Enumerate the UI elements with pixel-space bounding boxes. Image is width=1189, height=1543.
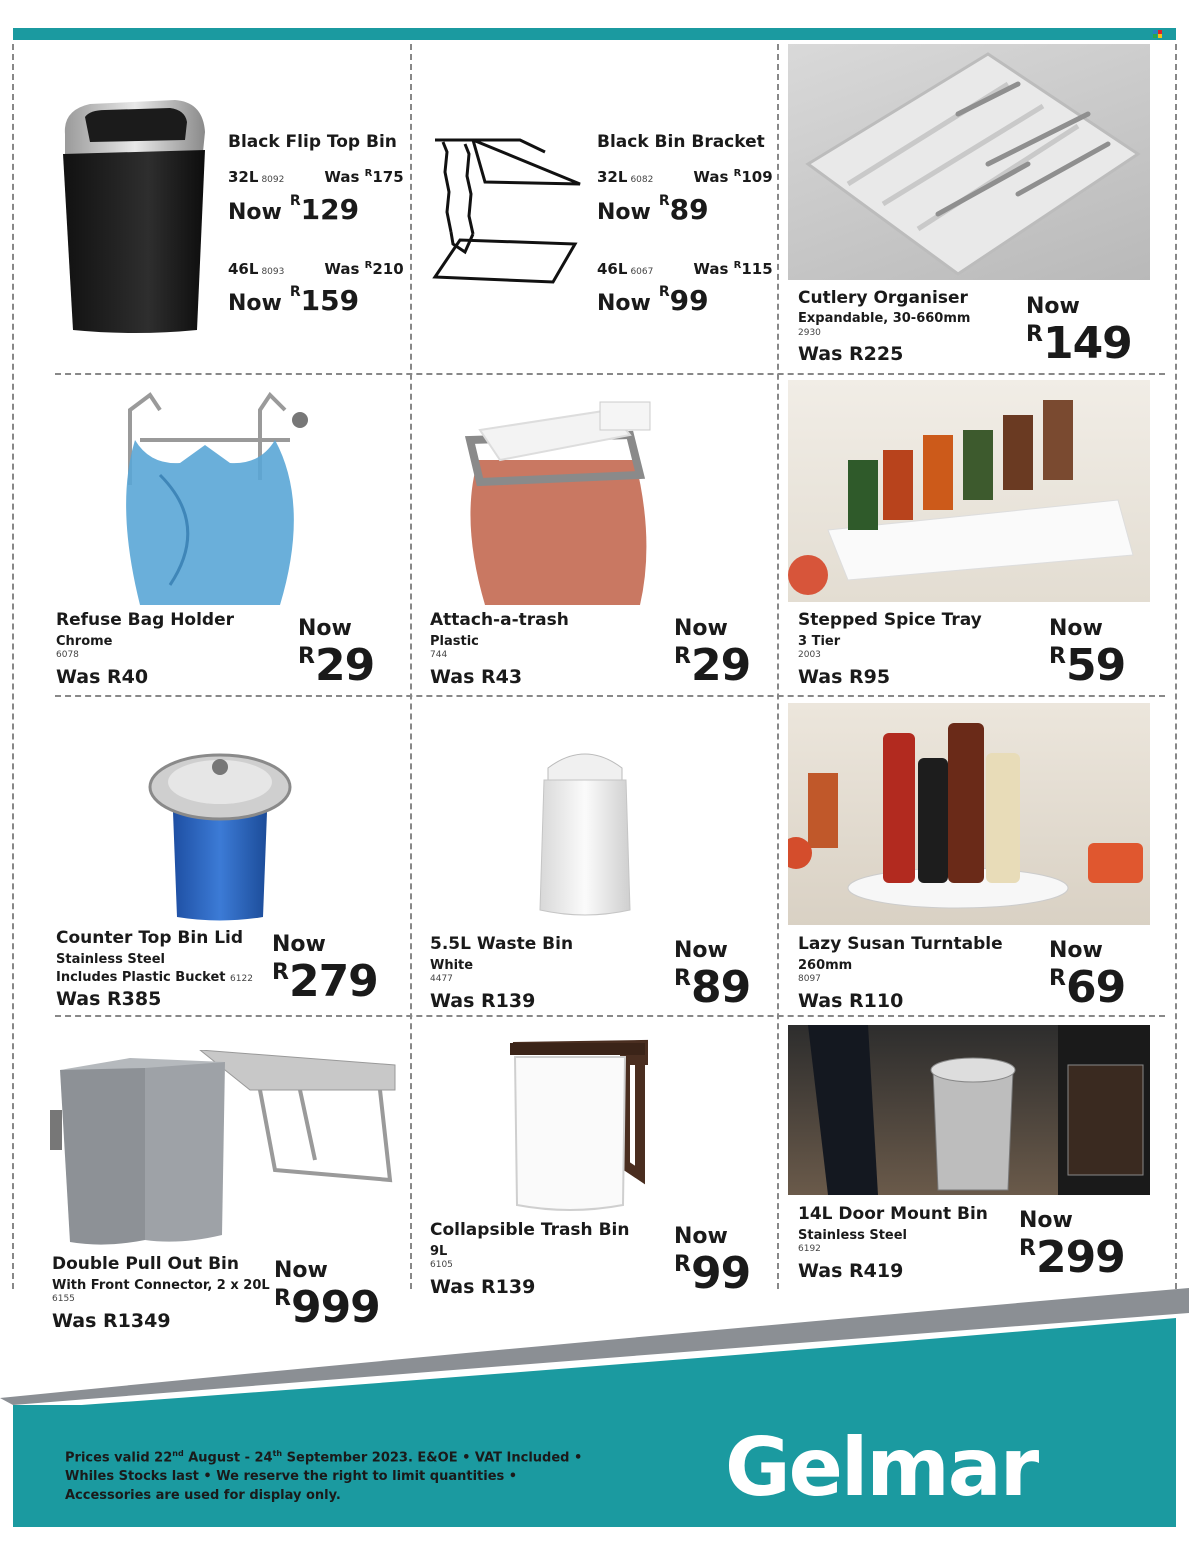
flip-bin-46l-now: Now	[228, 291, 282, 316]
divider-horizontal-3	[55, 1015, 1165, 1017]
bracket-46l-now-line	[597, 284, 709, 317]
waste-code: 4477	[430, 974, 453, 984]
footer-swoosh	[0, 1288, 1189, 1418]
bracket-46l-currency: R	[733, 260, 742, 271]
bracket-32l-currency: R	[733, 168, 742, 179]
footer-line1-c: September 2023. E&OE • VAT Included •	[282, 1450, 583, 1466]
footer-line1-sup2: th	[272, 1449, 283, 1458]
bracket-32l-now-line	[597, 193, 709, 226]
door-was: Was R419	[798, 1260, 904, 1282]
door-price: 299	[1035, 1232, 1125, 1283]
flip-bin-46l-was-price: 210	[372, 260, 404, 278]
double-spec: With Front Connector, 2 x 20L	[52, 1278, 270, 1293]
flip-bin-46l-currency: R	[364, 260, 373, 271]
double-bin-image	[50, 1050, 400, 1250]
cutlery-was: Was R225	[798, 343, 904, 365]
divider-horizontal-2	[55, 695, 1165, 697]
counter-bin-image	[145, 742, 295, 924]
collapsible-now: Now	[674, 1224, 728, 1249]
double-was: Was R1349	[52, 1310, 171, 1332]
spice-now: Now	[1049, 616, 1103, 641]
door-bin-icon	[788, 1025, 1150, 1195]
bracket-32l-line	[597, 168, 773, 186]
lazy-price: 69	[1065, 962, 1126, 1013]
footer-line-3: Accessories are used for display only.	[65, 1488, 341, 1504]
flip-bin-32l-code: 8092	[261, 175, 285, 185]
cutlery-organiser-photo	[788, 44, 1150, 280]
bracket-46l-now: Now	[597, 291, 651, 316]
cutlery-name: Cutlery Organiser	[798, 288, 968, 308]
door-currency: R	[1019, 1236, 1035, 1261]
waste-bin-image	[530, 740, 640, 920]
spice-tray-photo	[788, 380, 1150, 602]
attach-price: 29	[690, 640, 751, 691]
bracket-46l-now-price: 99	[669, 284, 709, 317]
collapsible-code: 6105	[430, 1260, 453, 1270]
divider-vertical-right	[1175, 44, 1177, 1289]
flip-bin-32l-now-price: 129	[300, 193, 360, 226]
footer-line1-b: August - 24	[183, 1450, 273, 1466]
flip-bin-46l-now-line	[228, 284, 359, 317]
refuse-currency: R	[298, 644, 314, 669]
flip-bin-32l-was-price: 175	[372, 168, 404, 186]
attach-a-trash-image	[440, 400, 660, 605]
refuse-price-line	[298, 640, 375, 691]
bracket-32l-now-price: 89	[669, 193, 709, 226]
bracket-32l-was-price: 109	[741, 168, 773, 186]
footer-line-1	[65, 1444, 582, 1467]
divider-horizontal-1	[55, 373, 1165, 375]
double-name: Double Pull Out Bin	[52, 1254, 239, 1274]
divider-vertical-2	[777, 44, 779, 1289]
gelmar-logo: Gelmar	[725, 1421, 1038, 1514]
bracket-46l-was: Was	[693, 260, 729, 278]
refuse-code: 6078	[56, 650, 79, 660]
bracket-46l-was-price: 115	[741, 260, 773, 278]
cutlery-now: Now	[1026, 294, 1080, 319]
bracket-46l-code: 6067	[630, 267, 654, 277]
flip-bin-32l-now-line	[228, 193, 359, 226]
bracket-46l-now-currency: R	[658, 284, 670, 300]
footer-line1-sup1: nd	[172, 1449, 184, 1458]
attach-code: 744	[430, 650, 448, 660]
counter-code: 6122	[230, 974, 253, 984]
door-spec: Stainless Steel	[798, 1228, 908, 1243]
waste-price: 89	[690, 962, 751, 1013]
lazy-susan-photo	[788, 703, 1150, 925]
top-teal-bar	[13, 28, 1176, 40]
counter-was: Was R385	[56, 988, 162, 1010]
refuse-name: Refuse Bag Holder	[56, 610, 235, 630]
spice-spec: 3 Tier	[798, 634, 841, 649]
refuse-spec: Chrome	[56, 634, 113, 649]
footer-line-2: Whiles Stocks last • We reserve the right to limit quantities •	[65, 1469, 518, 1485]
collapsible-name: Collapsible Trash Bin	[430, 1220, 630, 1240]
counter-currency: R	[272, 960, 288, 985]
collapsible-bin-image	[505, 1035, 650, 1215]
collapsible-currency: R	[674, 1252, 690, 1277]
lazy-now: Now	[1049, 938, 1103, 963]
cutlery-price-line	[1026, 318, 1132, 369]
flip-bin-32l-size: 32L	[228, 168, 259, 186]
door-code: 6192	[798, 1244, 821, 1254]
door-now: Now	[1019, 1208, 1073, 1233]
footer-terms	[65, 1444, 582, 1505]
waste-was: Was R139	[430, 990, 536, 1012]
door-price-line	[1019, 1232, 1125, 1283]
refuse-bag-holder-image	[110, 385, 340, 605]
corner-mark-icon	[1153, 30, 1163, 38]
collapsible-spec: 9L	[430, 1244, 448, 1259]
cutlery-code: 2930	[798, 328, 821, 338]
bracket-32l-now: Now	[597, 200, 651, 225]
waste-currency: R	[674, 966, 690, 991]
flip-bin-32l-line	[228, 168, 404, 186]
waste-now: Now	[674, 938, 728, 963]
bottles-icon	[788, 703, 1150, 925]
collapsible-was: Was R139	[430, 1276, 536, 1298]
spice-code: 2003	[798, 650, 821, 660]
flip-bin-32l-currency: R	[364, 168, 373, 179]
refuse-price: 29	[314, 640, 375, 691]
counter-spec-2	[56, 970, 253, 985]
spice-currency: R	[1049, 644, 1065, 669]
waste-spec: White	[430, 958, 474, 973]
lazy-name: Lazy Susan Turntable	[798, 934, 1003, 954]
flip-bin-46l-size: 46L	[228, 260, 259, 278]
attach-name: Attach-a-trash	[430, 610, 569, 630]
counter-name: Counter Top Bin Lid	[56, 928, 244, 948]
refuse-now: Now	[298, 616, 352, 641]
counter-now: Now	[272, 932, 326, 957]
flip-bin-46l-now-price: 159	[300, 284, 360, 317]
flip-top-bin-image	[45, 92, 215, 337]
flip-bin-46l-was: Was	[324, 260, 360, 278]
lazy-spec: 260mm	[798, 958, 853, 973]
waste-name: 5.5L Waste Bin	[430, 934, 574, 954]
bracket-32l-size: 32L	[597, 168, 628, 186]
lazy-was: Was R110	[798, 990, 904, 1012]
spice-price-line	[1049, 640, 1126, 691]
flip-bin-name: Black Flip Top Bin	[228, 132, 397, 152]
bracket-name: Black Bin Bracket	[597, 132, 765, 152]
double-code: 6155	[52, 1294, 75, 1304]
bracket-32l-was: Was	[693, 168, 729, 186]
cutlery-tray-icon	[788, 44, 1150, 280]
double-price: 999	[290, 1282, 380, 1333]
flip-bin-46l-now-currency: R	[289, 284, 301, 300]
refuse-was: Was R40	[56, 666, 149, 688]
footer-line1-a: Prices valid 22	[65, 1450, 173, 1466]
bracket-46l-line	[597, 260, 773, 278]
attach-price-line	[674, 640, 751, 691]
lazy-code: 8097	[798, 974, 821, 984]
cutlery-spec: Expandable, 30-660mm	[798, 311, 971, 326]
double-now: Now	[274, 1258, 328, 1283]
counter-price-line	[272, 956, 378, 1007]
flip-bin-46l-code: 8093	[261, 267, 285, 277]
spice-was: Was R95	[798, 666, 891, 688]
divider-vertical-1	[410, 44, 412, 1289]
footer-band	[13, 1405, 1176, 1527]
waste-price-line	[674, 962, 751, 1013]
bin-bracket-image	[425, 132, 585, 312]
attach-spec: Plastic	[430, 634, 479, 649]
attach-currency: R	[674, 644, 690, 669]
spice-price: 59	[1065, 640, 1126, 691]
flip-bin-32l-now: Now	[228, 200, 282, 225]
bracket-32l-now-currency: R	[658, 193, 670, 209]
door-mount-bin-photo	[788, 1025, 1150, 1195]
divider-vertical-left	[12, 44, 14, 1289]
flip-bin-32l-was: Was	[324, 168, 360, 186]
bracket-32l-code: 6082	[630, 175, 654, 185]
cutlery-price: 149	[1042, 318, 1132, 369]
counter-price: 279	[288, 956, 378, 1007]
lazy-currency: R	[1049, 966, 1065, 991]
door-name: 14L Door Mount Bin	[798, 1204, 988, 1224]
counter-spec2-text: Includes Plastic Bucket	[56, 970, 226, 985]
attach-now: Now	[674, 616, 728, 641]
counter-spec: Stainless Steel	[56, 952, 166, 967]
bracket-46l-size: 46L	[597, 260, 628, 278]
spice-jars-icon	[788, 380, 1150, 602]
double-currency: R	[274, 1286, 290, 1311]
attach-was: Was R43	[430, 666, 523, 688]
spice-name: Stepped Spice Tray	[798, 610, 982, 630]
flip-bin-32l-now-currency: R	[289, 193, 301, 209]
collapsible-price: 99	[690, 1248, 751, 1299]
cutlery-currency: R	[1026, 322, 1042, 347]
lazy-price-line	[1049, 962, 1126, 1013]
flip-bin-46l-line	[228, 260, 404, 278]
